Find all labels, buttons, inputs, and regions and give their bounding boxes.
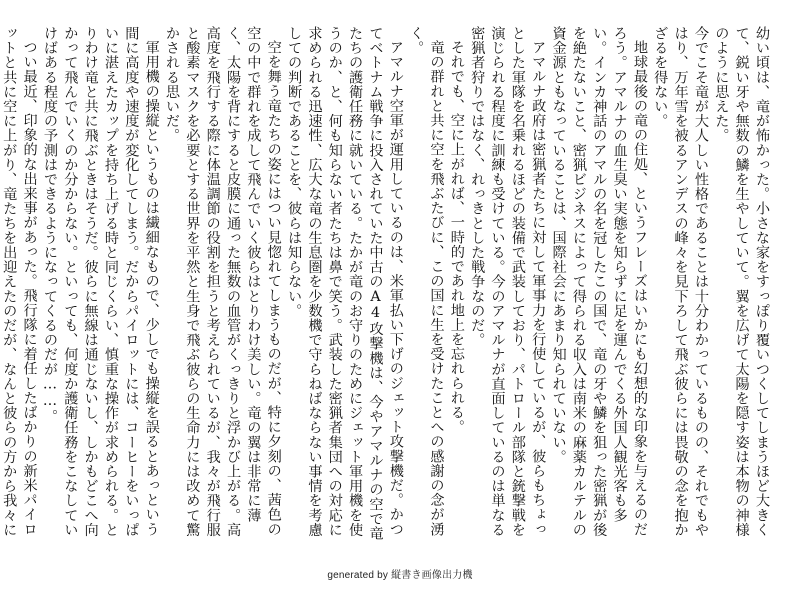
document-page	[1, 8, 790, 563]
paragraph: つい最近、印象的な出来事があった。飛行隊に着任したばかりの新米パイロットと共に空に上がり、竜たちを出迎えたのだが、なんと彼らの方から我々に	[1, 26, 38, 537]
paragraph: アマルナ政府は密猟者たちに対して軍事力を行使しているが、彼らもちょっとした軍隊を名乗れるほどの装備で武装しており、パトロール部隊と銃撃戦を演じられる程度に訓練も受けている。今のアマルナが直面しているのは単なる密猟者狩りではなく、れっきとした戦争なのだ。	[469, 26, 547, 537]
generator-footer: generated by 縦書き画像出力機	[327, 570, 473, 581]
paragraph: アマルナ空軍が運用しているのは、米軍払い下げのジェット攻撃機だ。かつてベトナム戦争に投入されていた中古のA4攻撃機は、今やアマルナの空で竜たちの護衛任務に就いている。たかが竜のお守りのためにジェット軍用機を使うのか、と、何も知らない者たちは鼻で笑う。武装した密猟者集団への対応に求められる迅速性、広大な竜の生息圏を少数機で守らねばならない事情を考慮しての判断であることを、彼らは知らない。	[286, 26, 404, 541]
paragraph: それでも、空に上がれば、一時的であれ地上を忘れられる。	[448, 40, 465, 435]
paragraph: 竜の群れと共に空を飛ぶたびに、この国に生を受けたことへの感謝の念が湧く。	[408, 26, 445, 537]
paragraph: 今でこそ竜が大人しい性格であることは十分わかっているものの、それでもやはり、万年雪を被るアンデスの峰々を見下ろして飛ぶ彼らには畏敬の念を抱かざるを得ない。	[652, 26, 709, 537]
vertical-body-text	[1, 26, 772, 551]
paragraph: 地球最後の竜の住処、というフレーズはいかにも幻想的な印象を与えるのだろう。アマルナの血生臭い実態を知らずに足を運んでくる外国人観光客も多い。インカ神話のアマルの名を冠したこの国で、竜の牙や鱗を狙った密猟が後を絶たないこと、密猟ビジネスによって得られる収入は南米の麻薬カルテルの資金源ともなっていることは、国際社会にあまり知られていない。	[550, 26, 648, 537]
paragraph: 軍用機の操縦というものは繊細なもので、少しでも操縦を誤るとあっという間に高度や速度が変化してしまう。だからパイロットには、コーヒーをいっぱいに湛えたカップを持ち上げる時と同じくらい、慎重な操作が求められる。とりわけ竜と共に飛ぶときはそうだ。彼らに無線は通じないし、しかもどこへ向かって飛んでいくのか分からない。といっても、何度か護衛任務をこなしていけばある程度の予測はできるようになってくるのだが……。	[41, 26, 160, 537]
paragraph: 空を舞う竜たちの姿にはつい見惚れてしまうものだが、特に夕刻の、茜色の空の中で群れを成して飛んでいく彼らはとりわけ美しい。竜の翼は非常に薄く、太陽を背にすると皮膜に通った無数の血管がくっきりと浮かび上がる。高高度を飛行する際に体温調節の役割を担うと考えられているが、我々が飛行服と酸素マスクを必要とする世界を平然と生身で飛ぶ彼らの生命力には改めて驚かされる思いだ。	[164, 26, 282, 537]
paragraph: 幼い頃は、竜が怖かった。小さな家をすっぽり覆いつくしてしまうほど大きくて、鋭い牙や無数の鱗を生やしていて。翼を広げて太陽を隠す姿は本物の神様のように思えた。	[713, 26, 770, 537]
